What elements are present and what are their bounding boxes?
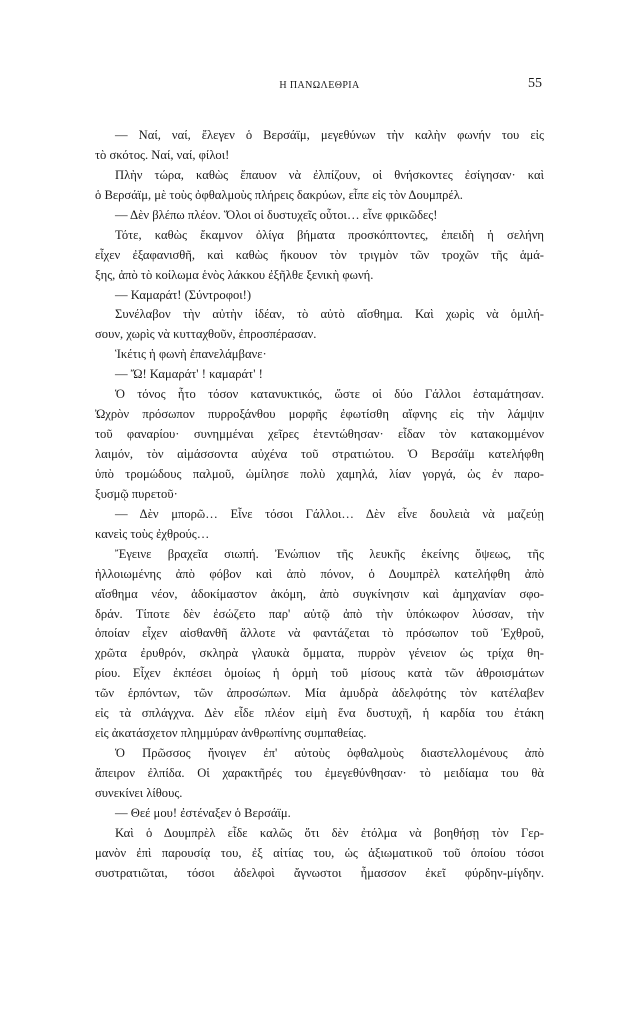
text-line: συνεκίνει λίθους. — [95, 785, 183, 800]
text-line: ἄπειρον ἐλπίδα. Οἱ χαρακτῆρές του ἐμεγεθύνθησαν· τὸ μειδίαμα του θὰ — [95, 766, 544, 780]
text-line: εἶχεν ἐξαφανισθῆ, καὶ καθὼς ἤκουον τὸν τριγμὸν τῶν τροχῶν τῆς ἁμά- — [95, 247, 544, 262]
text-line: χρῶτα ἐρυθρόν, σκληρὰ γλαυκὰ ὄμματα, πυρρὸν γένειον ὡς τρίχα θη- — [95, 646, 544, 661]
text-line: Ὠχρὸν πρόσωπον πυρροξάνθου μορφῆς ἐφωτίσθη αἴφνης εἰς τὴν λάμψιν — [95, 407, 544, 422]
body-text — [95, 126, 544, 884]
text-line: ὁ Βερσάϊμ, μὲ τοὺς ὀφθαλμοὺς πλήρεις δακρύων, εἶπε εἰς τὸν Δουμπρέλ. — [95, 187, 463, 202]
text-line: σουν, χωρὶς νὰ κυτταχθοῦν, ἐπροσπέρασαν. — [95, 327, 317, 342]
text-line: ξης, ἀπὸ τὸ κοίλωμα ἑνὸς λάκκου ἐξῆλθε ξενικὴ φωνή. — [95, 267, 374, 282]
text-line: μανὸν ἐπὶ παρουσίᾳ του, ἐξ αἰτίας του, ὡς ἀξιωματικοῦ τοῦ ὁποίου τόσοι — [95, 845, 544, 860]
text-line: — Ὤ! Καμαράτ' ! καμαράτ' ! — [115, 367, 263, 382]
text-line: ὑπὸ τρομώδους παλμοῦ, ὡμίλησε πολὺ χαμηλά, λίαν γοργά, ὡς ἐν παρο- — [95, 466, 544, 481]
text-line: — Δὲν μπορῶ… Εἶνε τόσοι Γάλλοι… Δὲν εἶνε δουλειὰ νὰ μαζεύῃ — [115, 506, 544, 521]
text-line: ξυσμῷ πυρετοῦ· — [95, 486, 178, 501]
text-line: Ὁ Πρῶσσος ἤνοιγεν ἐπ' αὐτοὺς ὀφθαλμοὺς διαστελλομένους ἀπὸ — [115, 746, 544, 761]
text-line: ρίου. Εἶχεν ἐκπέσει ὁμοίως ἡ ὁρμὴ τοῦ μίσους κατὰ τῶν ἀθροισμάτων — [95, 666, 544, 681]
text-line: — Θεέ μου! ἐστέναξεν ὁ Βερσάϊμ. — [115, 805, 291, 820]
text-line: — Ναί, ναί, ἔλεγεν ὁ Βερσάϊμ, μεγεθύνων τὴν καλὴν φωνήν του εἰς — [115, 128, 544, 142]
text-line: Ἱκέτις ἡ φωνὴ ἐπανελάμβανε· — [115, 347, 267, 362]
text-line: ὁποίαν εἶχεν αἰσθανθῆ ἄλλοτε νὰ φαντάζεται τὸ πρόσωπον τοῦ Ἐχθροῦ, — [95, 626, 544, 641]
running-title: Η ΠΑΝΩΛΕΘΡΙΑ — [279, 80, 360, 91]
text-line: τῶν ἑρπόντων, τῶν ἀπροσώπων. Μία ἀμυδρὰ ἀδελφότης τὸν κατέλαβεν — [95, 686, 544, 701]
text-line: τοῦ φαναρίου· συνημμέναι χεῖρες ἐτεντώθησαν· εἶδαν τὸν κατακομμένον — [95, 427, 544, 442]
text-line: Τότε, καθὼς ἔκαμνον ὀλίγα βήματα προσκόπτοντες, ἐπειδὴ ἡ σελήνη — [115, 227, 544, 242]
text-line: δράν. Τίποτε δὲν ἐσώζετο παρ' αὐτῷ ἀπὸ τὴν ὑπόκωφον λύσσαν, τὴν — [95, 606, 544, 621]
text-line: — Καμαράτ! (Σύντροφοι!) — [115, 287, 252, 302]
text-line: Συνέλαβον τὴν αὐτὴν ἰδέαν, τὸ αὐτὸ αἴσθημα. Καὶ χωρὶς νὰ ὁμιλή- — [115, 307, 544, 322]
text-line: ἠλλοιωμένης ἀπὸ φόβον καὶ ἀπὸ πόνον, ὁ Δουμπρὲλ κατελήφθη ἀπὸ — [95, 566, 544, 581]
text-line: εἰς ἀκατάσχετον πλημμύραν ἀνθρωπίνης συμπαθείας. — [95, 726, 367, 741]
text-line: τὸ σκότος. Ναί, ναί, φίλοι! — [95, 147, 230, 162]
text-line: εἰς τὰ σπλάγχνα. Δὲν εἶδε πλέον εἰμὴ ἕνα δυστυχῆ, ἡ καρδία του ἐτάκη — [95, 706, 544, 721]
text-line: λαιμόν, τὸν αἱμάσσοντα αὐχένα τοῦ στρατιώτου. Ὁ Βερσάϊμ κατελήφθη — [95, 447, 544, 461]
page-header — [95, 76, 544, 96]
text-line: Καὶ ὁ Δουμπρὲλ εἶδε καλῶς ὅτι δὲν ἐτόλμα νὰ βοηθήσῃ τὸν Γερ- — [115, 825, 544, 840]
text-line: — Δὲν βλέπω πλέον. Ὅλοι οἱ δυστυχεῖς οὗτοι… εἶνε φρικῶδες! — [115, 207, 438, 222]
text-line: κανεὶς τοὺς ἐχθρούς… — [95, 526, 210, 541]
text-line: Ἔγεινε βραχεῖα σιωπή. Ἐνώπιον τῆς λευκῆς ἐκείνης ὄψεως, τῆς — [115, 546, 544, 561]
text-line: Ὁ τόνος ἦτο τόσον κατανυκτικός, ὥστε οἱ δύο Γάλλοι ἐσταμάτησαν. — [115, 387, 544, 402]
page-number: 55 — [528, 76, 542, 91]
text-line: συστρατιῶται, τόσοι ἀδελφοὶ ἄγνωστοι ἦμασσον ἐκεῖ φύρδην-μίγδην. — [95, 865, 544, 880]
text-line: αἴσθημα νέον, ἀδοκίμαστον ἀκόμη, ἀπὸ συγκίνησιν καὶ ἀμηχανίαν σφο- — [95, 586, 544, 601]
text-line: Πλὴν τώρα, καθὼς ἔπαυον νὰ ἐλπίζουν, οἱ θνήσκοντες ἐσίγησαν· καὶ — [115, 167, 544, 182]
